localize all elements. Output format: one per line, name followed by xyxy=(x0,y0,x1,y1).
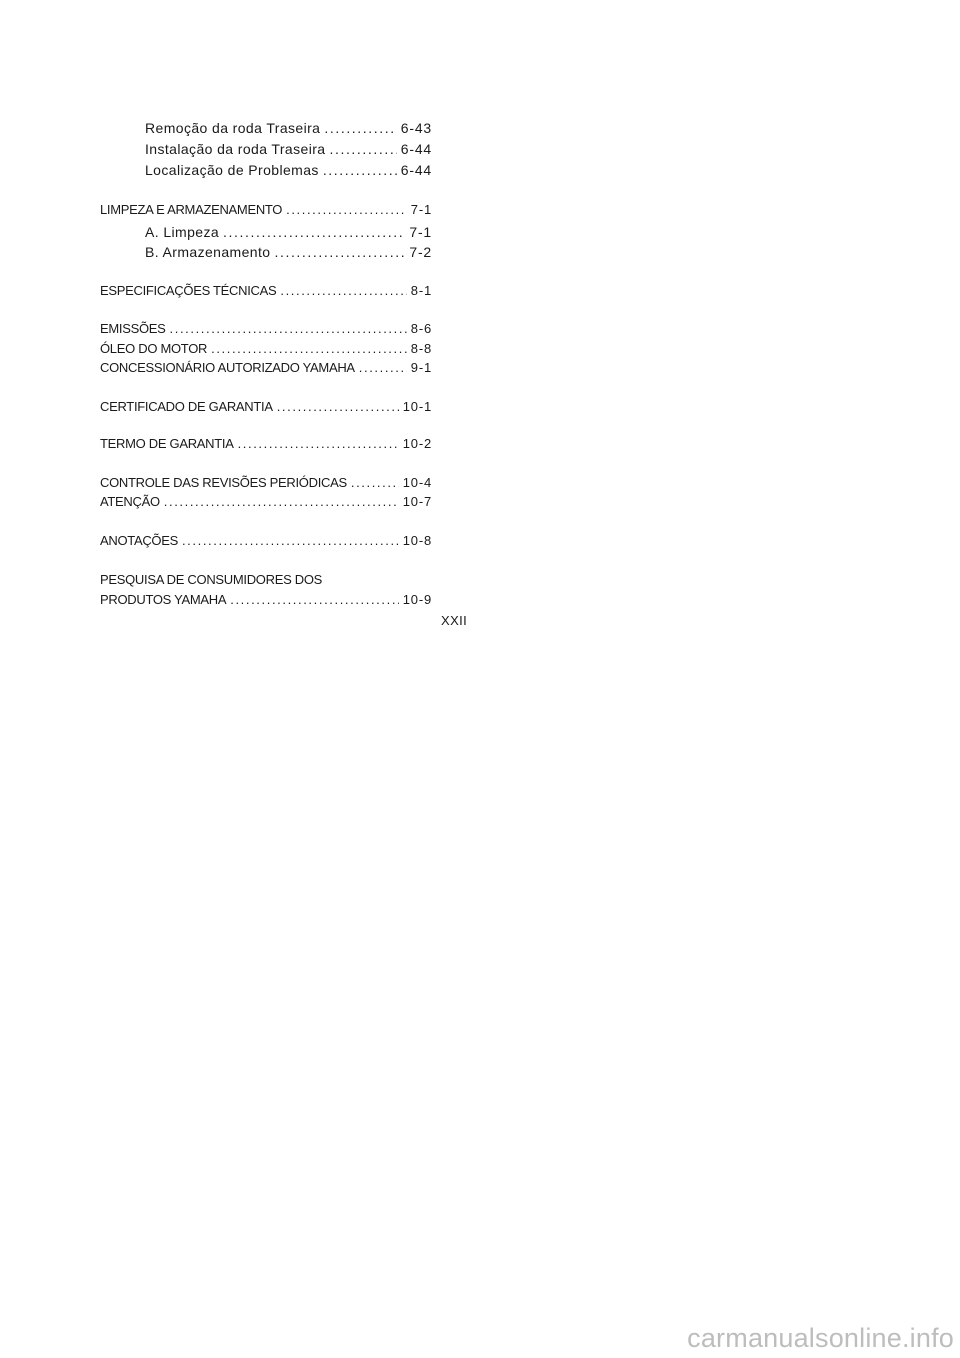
toc-entry-label: Remoção da roda Traseira xyxy=(145,120,321,136)
toc-entry-page: 7-1 xyxy=(409,224,432,240)
toc-entry-page: 10-2 xyxy=(402,436,432,451)
toc-entry-page: 6-43 xyxy=(400,120,432,136)
toc-entry-certificado-garantia[interactable] xyxy=(100,397,432,417)
toc-entry-termo-garantia[interactable] xyxy=(100,434,432,454)
toc-entry-label: LIMPEZA E ARMAZENAMENTO xyxy=(100,202,283,217)
toc-leader-dots xyxy=(280,281,406,301)
toc-leader-dots xyxy=(230,590,399,610)
toc-entry-label: PRODUTOS YAMAHA xyxy=(100,592,227,607)
toc-leader-dots xyxy=(182,531,399,551)
toc-entry-page: 6-44 xyxy=(400,141,432,157)
toc-entry-label: ESPECIFICAÇÕES TÉCNICAS xyxy=(100,283,277,298)
toc-entry-page: 10-4 xyxy=(402,475,432,490)
toc-leader-dots xyxy=(274,242,405,262)
toc-entry-oleo-motor[interactable] xyxy=(100,339,432,359)
toc-entry-remocao-roda-traseira[interactable] xyxy=(145,118,432,138)
toc-leader-dots xyxy=(164,492,399,512)
toc-leader-dots xyxy=(277,397,399,417)
toc-entry-produtos-yamaha[interactable] xyxy=(100,590,432,610)
toc-entry-page: 6-44 xyxy=(400,162,432,178)
toc-entry-atencao[interactable] xyxy=(100,492,432,512)
toc-leader-dots xyxy=(351,473,399,493)
toc-entry-page: 9-1 xyxy=(410,360,432,375)
toc-entry-page: 10-7 xyxy=(402,494,432,509)
toc-entry-page: 10-9 xyxy=(402,592,432,607)
toc-entry-page: 8-8 xyxy=(410,341,432,356)
toc-entry-label: TERMO DE GARANTIA xyxy=(100,436,234,451)
toc-leader-dots xyxy=(324,118,396,138)
toc-leader-dots xyxy=(329,139,396,159)
toc-leader-dots xyxy=(323,160,397,180)
toc-entry-limpeza[interactable] xyxy=(145,222,432,242)
toc-entry-page: 7-2 xyxy=(409,244,432,260)
toc-entry-page: 8-6 xyxy=(410,321,432,336)
toc-entry-controle-revisoes[interactable] xyxy=(100,473,432,493)
toc-entry-label: B. Armazenamento xyxy=(145,244,271,260)
toc-leader-dots xyxy=(211,339,407,359)
toc-entry-label: EMISSÕES xyxy=(100,321,166,336)
toc-entry-especificacoes-tecnicas[interactable] xyxy=(100,281,432,301)
toc-entry-instalacao-roda-traseira[interactable] xyxy=(145,139,432,159)
toc-entry-armazenamento[interactable] xyxy=(145,242,432,262)
toc-entry-label: A. Limpeza xyxy=(145,224,220,240)
toc-entry-limpeza-armazenamento[interactable] xyxy=(100,200,432,220)
toc-leader-dots xyxy=(170,319,407,339)
toc-entry-label: CONTROLE DAS REVISÕES PERIÓDICAS xyxy=(100,475,347,490)
toc-entry-label: ÓLEO DO MOTOR xyxy=(100,341,208,356)
toc-entry-label: CERTIFICADO DE GARANTIA xyxy=(100,399,273,414)
toc-entry-label: Instalação da roda Traseira xyxy=(145,141,326,157)
toc-entry-emissoes[interactable] xyxy=(100,319,432,339)
toc-entry-page: 7-1 xyxy=(410,202,432,217)
toc-entry-label: CONCESSIONÁRIO AUTORIZADO YAMAHA xyxy=(100,360,355,375)
toc-leader-dots xyxy=(238,434,399,454)
toc-entry-concessionario[interactable] xyxy=(100,358,432,378)
toc-entry-localizacao-problemas[interactable] xyxy=(145,160,432,180)
toc-entry-label: ANOTAÇÕES xyxy=(100,533,178,548)
toc-entry-label: ATENÇÃO xyxy=(100,494,160,509)
toc-leader-dots xyxy=(359,358,407,378)
toc-entry-pesquisa-line1[interactable]: PESQUISA DE CONSUMIDORES DOS xyxy=(100,572,323,587)
toc-entry-label: Localização de Problemas xyxy=(145,162,319,178)
toc-entry-page: 10-1 xyxy=(402,399,432,414)
watermark: carmanualsonline.info xyxy=(687,1323,954,1353)
toc-leader-dots xyxy=(286,200,407,220)
toc-leader-dots xyxy=(223,222,405,242)
page-number: XXII xyxy=(441,613,468,628)
toc-entry-page: 10-8 xyxy=(402,533,432,548)
toc-entry-anotacoes[interactable] xyxy=(100,531,432,551)
toc-entry-page: 8-1 xyxy=(410,283,432,298)
